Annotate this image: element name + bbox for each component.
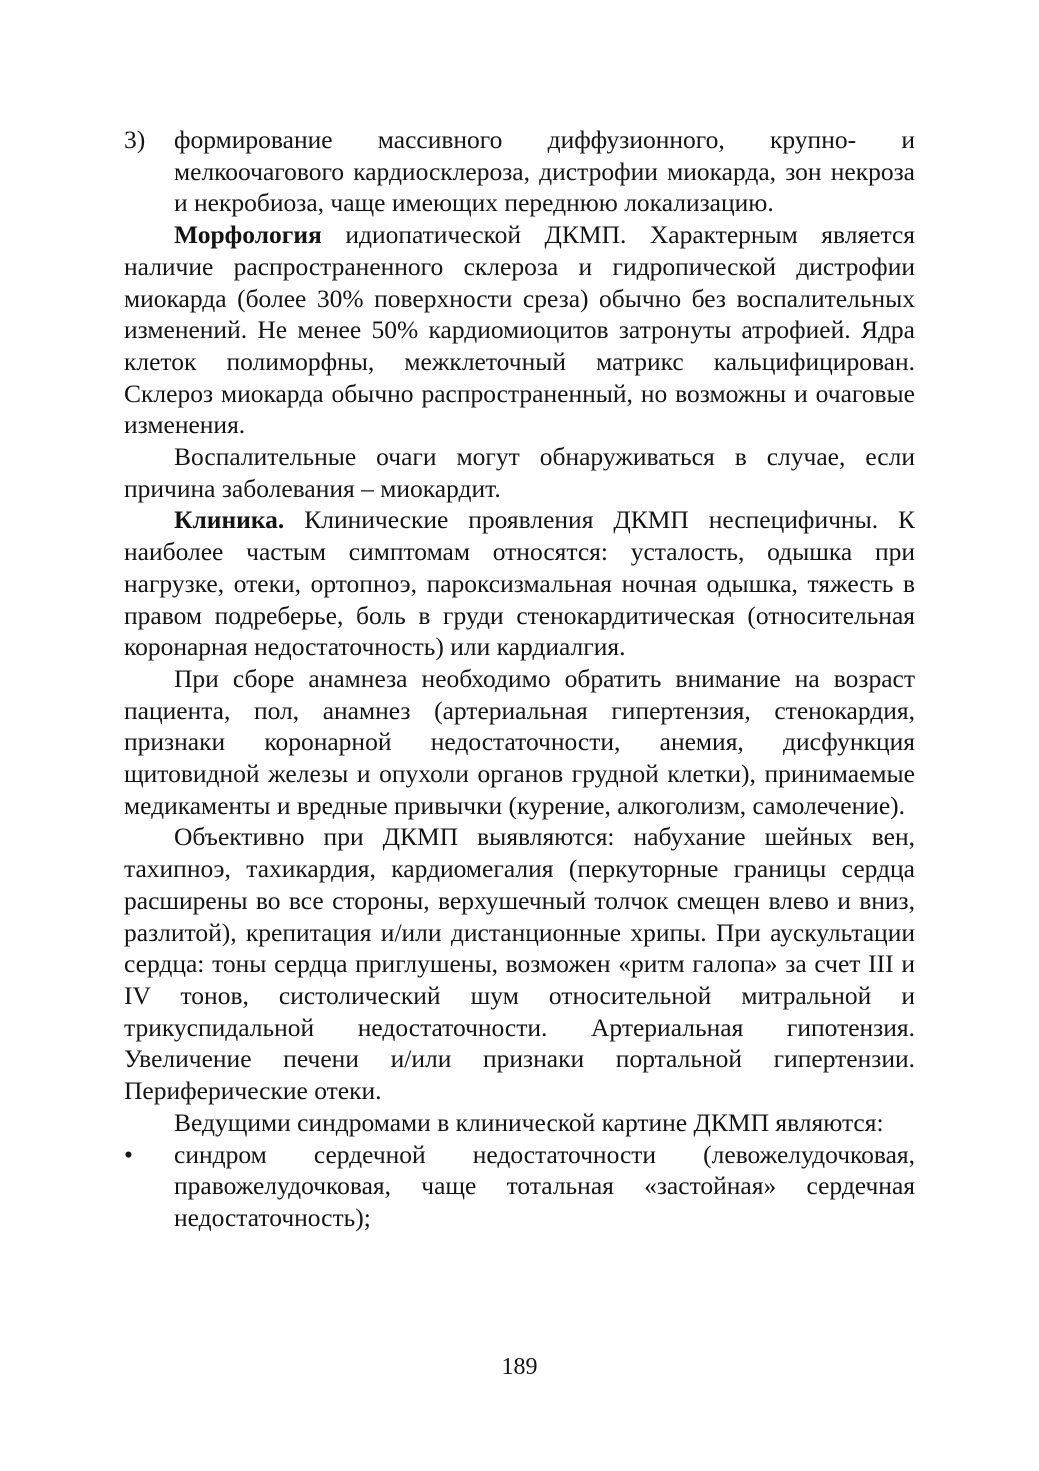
numbered-list-item-3: [124, 124, 915, 219]
morphology-text: идиопатической ДКМП. Характерным является наличие распространенного склероза и гидропической дистрофии миокарда (более 30% поверхности среза) обычно без воспалительных изменений. Не менее 50% кардиомиоцитов затронуты атрофией. Ядра клеток полиморфны, межклеточный матрикс кальцифицирован. Склероз миокарда обычно распространенный, но возможны и очаговые изменения.: [124, 220, 915, 440]
paragraph-objective: Объективно при ДКМП выявляются: набухание шейных вен, тахипноэ, тахикардия, кардиомегалия (перкуторные границы сердца расширены во все стороны, верхушечный толчок смещен влево и вниз, разлитой), крепитация и/или дистанционные хрипы. При аускультации сердца: тоны сердца приглушены, возможен «ритм галопа» за счет III и IV тонов, систолический шум относительной митральной и трикуспидальной недостаточности. Артериальная гипотензия. Увеличение печени и/или признаки портальной гипертензии. Периферические отеки.: [124, 822, 915, 1106]
paragraph-syndromes-intro: Ведущими синдромами в клинической картине ДКМП являются:: [174, 1107, 884, 1137]
paragraph-morphology: [124, 219, 915, 441]
heading-morphology: Морфология: [174, 220, 322, 250]
page-body: [124, 124, 915, 1234]
paragraph-clinic: [124, 504, 915, 663]
paragraph-inflammation: Воспалительные очаги могут обнаруживаться в случае, если причина заболевания – миокардит.: [124, 442, 915, 503]
list-item-text: формирование массивного диффузионного, крупно- и мелкоочагового кардиосклероза, дистрофии миокарда, зон некроза и некробиоза, чаще имеющих переднюю локализацию.: [174, 125, 915, 218]
page-number: 189: [501, 1354, 538, 1380]
bullet-item-text: синдром сердечной недостаточности (левожелудочковая, правожелудочковая, чаще тотальная «застойная» сердечная недостаточность);: [174, 1139, 915, 1232]
paragraph-anamnesis: При сборе анамнеза необходимо обратить внимание на возраст пациента, пол, анамнез (артериальная гипертензия, стенокардия, признаки коронарной недостаточности, анемия, дисфункция щитовидной железы и опухоли органов грудной клетки), принимаемые медикаменты и вредные привычки (курение, алкоголизм, самолечение).: [124, 663, 915, 820]
clinic-text: Клинические проявления ДКМП неспецифичны. К наиболее частым симптомам относятся: усталость, одышка при нагрузке, отеки, ортопноэ, пароксизмальная ночная одышка, тяжесть в правом подреберье, боль в груди стенокардитическая (относительная коронарная недостаточность) или кардиалгия.: [124, 505, 915, 662]
list-marker: 3): [124, 125, 146, 154]
heading-clinic: Клиника.: [174, 505, 285, 535]
bullet-list-item: [124, 1139, 915, 1234]
bullet-marker: •: [124, 1139, 133, 1169]
